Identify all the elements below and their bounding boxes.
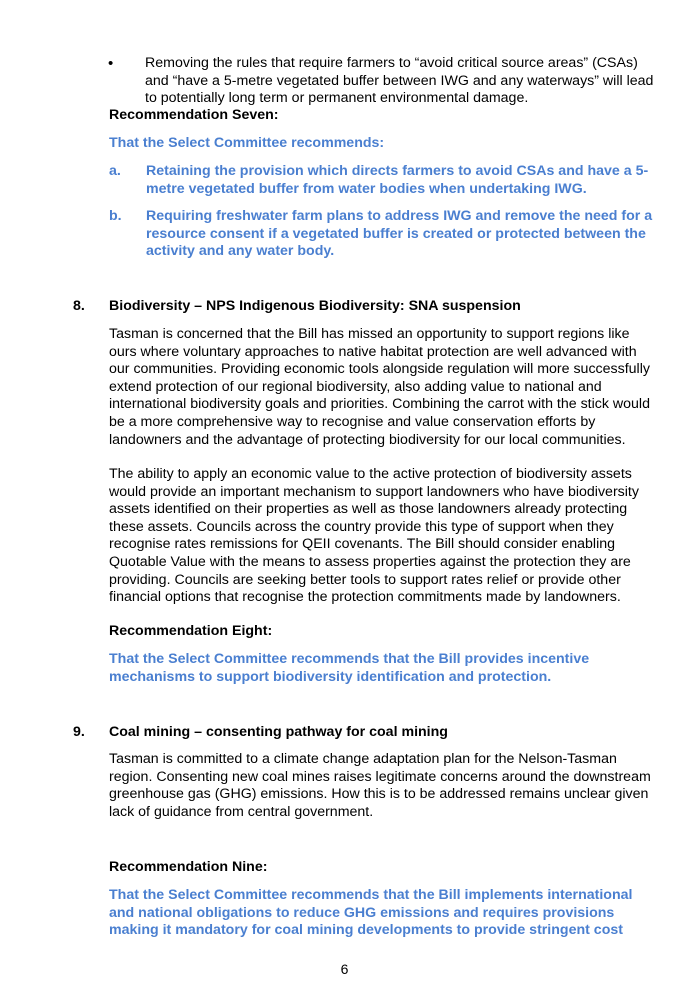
section-9-number: 9. bbox=[73, 724, 85, 740]
section-8-title: Biodiversity – NPS Indigenous Biodiversity: SNA suspension bbox=[109, 298, 521, 314]
section-9-title: Coal mining – consenting pathway for coal mining bbox=[109, 724, 448, 740]
list-letter: b. bbox=[109, 208, 122, 224]
recommendation-nine-heading: Recommendation Nine: bbox=[109, 859, 268, 875]
section-8-number: 8. bbox=[73, 298, 85, 314]
recommendation-eight-heading: Recommendation Eight: bbox=[109, 623, 273, 639]
list-text: Retaining the provision which directs farmers to avoid CSAs and have a 5-metre vegetated buffer from water bodies when undertaking IWG. bbox=[146, 163, 649, 197]
bullet-icon: • bbox=[108, 55, 114, 72]
recommendation-eight-text: That the Select Committee recommends that the Bill provides incentive mechanisms to support biodiversity identification and protection. bbox=[109, 651, 590, 685]
list-letter: a. bbox=[109, 163, 121, 179]
bullet-text: Removing the rules that require farmers to “avoid critical source areas” (CSAs) and “have a 5-metre vegetated buffer between IWG and any waterways” will lead to potentially long term or permanent environmental damage. bbox=[145, 55, 654, 106]
page-number: 6 bbox=[340, 961, 349, 977]
recommendation-seven-lead: That the Select Committee recommends: bbox=[109, 135, 385, 151]
section-8-paragraph-2: The ability to apply an economic value to the active protection of biodiversity assets would provide an important mechanism to support landowners who have biodiversity assets identified on their properties as well as those landowners already protecting these assets. Councils across the country provide this type of support when they recognise rates remissions for QEII covenants. The Bill should consider enabling Quotable Value with the means to assess properties against the protection they are providing. Councils are seeking better tools to support rates relief or provide other financial options that recognise the protection commitments made by landowners. bbox=[109, 466, 639, 606]
section-9-paragraph: Tasman is committed to a climate change adaptation plan for the Nelson-Tasman region. Consenting new coal mines raises legitimate concerns around the downstream greenhouse gas (GHG) emissions. How this is to be addressed remains unclear given lack of guidance from central government. bbox=[109, 751, 651, 820]
recommendation-seven-heading: Recommendation Seven: bbox=[109, 107, 279, 123]
section-8-paragraph-1: Tasman is concerned that the Bill has missed an opportunity to support regions like ours where voluntary approaches to native habitat protection are well advanced with our communities. Providing economic tools alongside regulation will more successfully extend protection of our regional biodiversity, also adding value to national and international biodiversity goals and priorities. Combining the carrot with the stick would be a more comprehensive way to recognise and value conservation efforts by landowners and the advantage of protecting biodiversity for our local communities. bbox=[109, 326, 650, 448]
list-text: Requiring freshwater farm plans to address IWG and remove the need for a resource consent if a vegetated buffer is created or protected between the activity and any water body. bbox=[146, 208, 653, 259]
recommendation-nine-text: That the Select Committee recommends that the Bill implements international and national obligations to reduce GHG emissions and requires provisions making it mandatory for coal mining developments to provide stringent cost bbox=[109, 887, 633, 938]
